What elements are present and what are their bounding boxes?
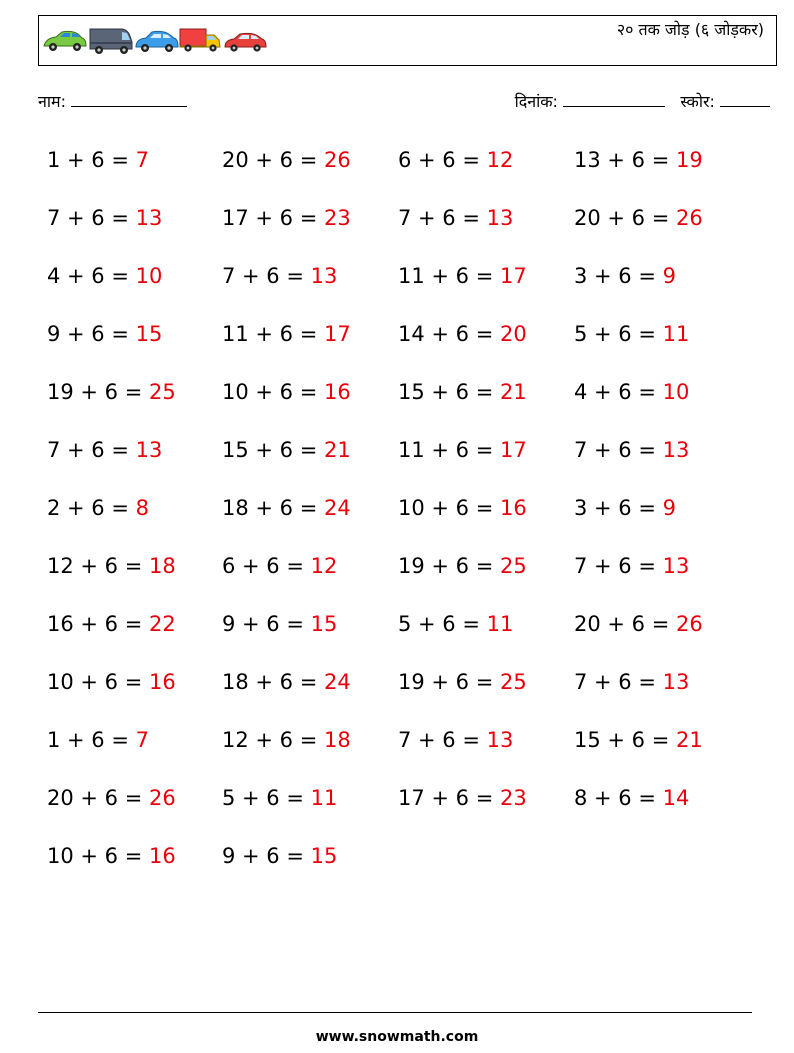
problem-question: 20 + 6 = (222, 148, 324, 172)
problem-item (47, 841, 176, 871)
problem-question: 6 + 6 = (398, 148, 487, 172)
problem-item (47, 145, 149, 175)
problem-item (574, 609, 703, 639)
problem-item (222, 783, 337, 813)
problem-answer: 15 (310, 844, 338, 868)
problem-question: 9 + 6 = (47, 322, 136, 346)
problem-answer: 21 (675, 728, 703, 752)
date-label: दिनांक: (514, 92, 558, 111)
problem-answer: 14 (662, 786, 690, 810)
problem-item (574, 319, 689, 349)
problem-item (574, 377, 689, 407)
problem-question: 8 + 6 = (574, 786, 663, 810)
problem-question: 18 + 6 = (222, 670, 324, 694)
problem-question: 15 + 6 = (398, 380, 500, 404)
problem-question: 1 + 6 = (47, 728, 136, 752)
problem-answer: 25 (499, 670, 527, 694)
name-field (38, 92, 187, 112)
problem-item (398, 783, 527, 813)
problem-answer: 26 (148, 786, 176, 810)
problem-item (222, 261, 337, 291)
problem-question: 9 + 6 = (222, 612, 311, 636)
problem-item (574, 551, 689, 581)
problem-item (398, 145, 513, 175)
problem-item (574, 783, 689, 813)
header-box (38, 15, 777, 66)
problem-question: 20 + 6 = (574, 612, 676, 636)
problem-answer: 13 (662, 438, 690, 462)
problem-question: 7 + 6 = (398, 728, 487, 752)
problem-question: 9 + 6 = (222, 844, 311, 868)
problem-answer: 11 (310, 786, 338, 810)
problem-question: 17 + 6 = (398, 786, 500, 810)
problem-answer: 13 (486, 728, 514, 752)
problem-answer: 11 (486, 612, 514, 636)
problem-answer: 15 (135, 322, 163, 346)
problem-question: 6 + 6 = (222, 554, 311, 578)
problem-question: 5 + 6 = (222, 786, 311, 810)
problem-answer: 13 (662, 554, 690, 578)
problem-answer: 17 (323, 322, 351, 346)
problem-question: 20 + 6 = (574, 206, 676, 230)
problem-item (222, 145, 351, 175)
problem-question: 20 + 6 = (47, 786, 149, 810)
problem-question: 7 + 6 = (47, 206, 136, 230)
problem-question: 14 + 6 = (398, 322, 500, 346)
problem-answer: 12 (486, 148, 514, 172)
website-link[interactable]: www.snowmath.com (315, 1029, 479, 1045)
problem-question: 19 + 6 = (398, 554, 500, 578)
problem-answer: 17 (499, 264, 527, 288)
problem-answer: 21 (323, 438, 351, 462)
problem-question: 16 + 6 = (47, 612, 149, 636)
name-blank[interactable] (71, 92, 187, 107)
problem-answer: 8 (135, 496, 149, 520)
problem-question: 19 + 6 = (47, 380, 149, 404)
problem-answer: 16 (499, 496, 527, 520)
problem-answer: 12 (310, 554, 338, 578)
problem-question: 11 + 6 = (398, 438, 500, 462)
problem-item (398, 609, 513, 639)
problem-question: 3 + 6 = (574, 264, 663, 288)
problem-answer: 17 (499, 438, 527, 462)
problem-question: 15 + 6 = (222, 438, 324, 462)
problem-question: 10 + 6 = (47, 844, 149, 868)
problem-item (574, 203, 703, 233)
problem-question: 7 + 6 = (574, 670, 663, 694)
problem-item (47, 725, 149, 755)
problem-item (47, 261, 162, 291)
problem-item (574, 145, 703, 175)
problem-item (222, 203, 351, 233)
problem-item (222, 435, 351, 465)
problem-item (398, 203, 513, 233)
problem-item (222, 377, 351, 407)
problem-item (574, 261, 676, 291)
problem-question: 5 + 6 = (398, 612, 487, 636)
problem-item (222, 841, 337, 871)
problem-item (222, 609, 337, 639)
problem-answer: 9 (662, 496, 676, 520)
problem-answer: 7 (135, 148, 149, 172)
date-blank[interactable] (563, 92, 665, 107)
problem-question: 17 + 6 = (222, 206, 324, 230)
problem-answer: 16 (323, 380, 351, 404)
problem-question: 7 + 6 = (574, 554, 663, 578)
blue-car-icon (136, 31, 178, 52)
problem-answer: 25 (499, 554, 527, 578)
problem-answer: 21 (499, 380, 527, 404)
problem-item (47, 435, 162, 465)
problem-question: 12 + 6 = (222, 728, 324, 752)
problem-answer: 26 (323, 148, 351, 172)
problem-answer: 22 (148, 612, 176, 636)
problem-answer: 23 (499, 786, 527, 810)
date-score-field (515, 92, 770, 112)
problem-answer: 18 (148, 554, 176, 578)
problem-answer: 26 (675, 612, 703, 636)
problem-item (47, 319, 162, 349)
problem-item (47, 551, 176, 581)
problem-answer: 24 (323, 496, 351, 520)
problem-item (398, 261, 527, 291)
problem-question: 5 + 6 = (574, 322, 663, 346)
red-car-icon (225, 33, 266, 51)
problem-answer: 7 (135, 728, 149, 752)
problem-answer: 16 (148, 844, 176, 868)
problem-question: 1 + 6 = (47, 148, 136, 172)
problem-answer: 24 (323, 670, 351, 694)
problem-answer: 26 (675, 206, 703, 230)
worksheet-title: २० तक जोड़ (६ जोड़कर) (616, 20, 764, 39)
problem-question: 7 + 6 = (222, 264, 311, 288)
problem-item (398, 725, 513, 755)
van-icon (90, 29, 132, 54)
problem-answer: 11 (662, 322, 690, 346)
green-car-icon (44, 31, 86, 51)
problem-question: 19 + 6 = (398, 670, 500, 694)
problem-question: 10 + 6 = (222, 380, 324, 404)
problem-answer: 18 (323, 728, 351, 752)
problem-item (398, 435, 527, 465)
problem-answer: 19 (675, 148, 703, 172)
truck-icon (180, 29, 220, 52)
problem-question: 15 + 6 = (574, 728, 676, 752)
problem-question: 11 + 6 = (398, 264, 500, 288)
problem-answer: 13 (662, 670, 690, 694)
problem-answer: 9 (662, 264, 676, 288)
problem-question: 12 + 6 = (47, 554, 149, 578)
problem-question: 3 + 6 = (574, 496, 663, 520)
problem-item (47, 783, 176, 813)
problem-question: 7 + 6 = (47, 438, 136, 462)
problem-answer: 25 (148, 380, 176, 404)
problem-item (398, 319, 527, 349)
score-label: स्कोर: (680, 92, 715, 111)
problem-question: 10 + 6 = (47, 670, 149, 694)
name-label: नाम: (38, 92, 66, 111)
problem-item (574, 435, 689, 465)
problem-item (222, 493, 351, 523)
problem-item (222, 667, 351, 697)
problem-answer: 13 (310, 264, 338, 288)
problem-item (574, 725, 703, 755)
problem-item (574, 493, 676, 523)
problem-item (222, 725, 351, 755)
problem-question: 13 + 6 = (574, 148, 676, 172)
problem-item (398, 667, 527, 697)
problem-question: 4 + 6 = (47, 264, 136, 288)
score-blank[interactable] (720, 92, 770, 107)
problem-question: 7 + 6 = (574, 438, 663, 462)
problem-answer: 23 (323, 206, 351, 230)
problem-question: 2 + 6 = (47, 496, 136, 520)
problem-answer: 13 (135, 438, 163, 462)
vehicle-icons (42, 26, 270, 56)
problem-answer: 10 (135, 264, 163, 288)
problem-answer: 13 (135, 206, 163, 230)
problem-item (47, 377, 176, 407)
problem-item (398, 377, 527, 407)
problem-item (222, 319, 351, 349)
footer-divider (38, 1012, 752, 1013)
problem-item (574, 667, 689, 697)
problem-item (398, 493, 527, 523)
problem-question: 18 + 6 = (222, 496, 324, 520)
problem-item (222, 551, 337, 581)
problem-item (398, 551, 527, 581)
problem-question: 11 + 6 = (222, 322, 324, 346)
problem-answer: 10 (662, 380, 690, 404)
problem-item (47, 609, 176, 639)
problem-item (47, 203, 162, 233)
problem-answer: 13 (486, 206, 514, 230)
problem-item (47, 667, 176, 697)
problem-question: 4 + 6 = (574, 380, 663, 404)
problem-item (47, 493, 149, 523)
problem-question: 7 + 6 = (398, 206, 487, 230)
problem-answer: 20 (499, 322, 527, 346)
problem-answer: 16 (148, 670, 176, 694)
problem-question: 10 + 6 = (398, 496, 500, 520)
problem-answer: 15 (310, 612, 338, 636)
